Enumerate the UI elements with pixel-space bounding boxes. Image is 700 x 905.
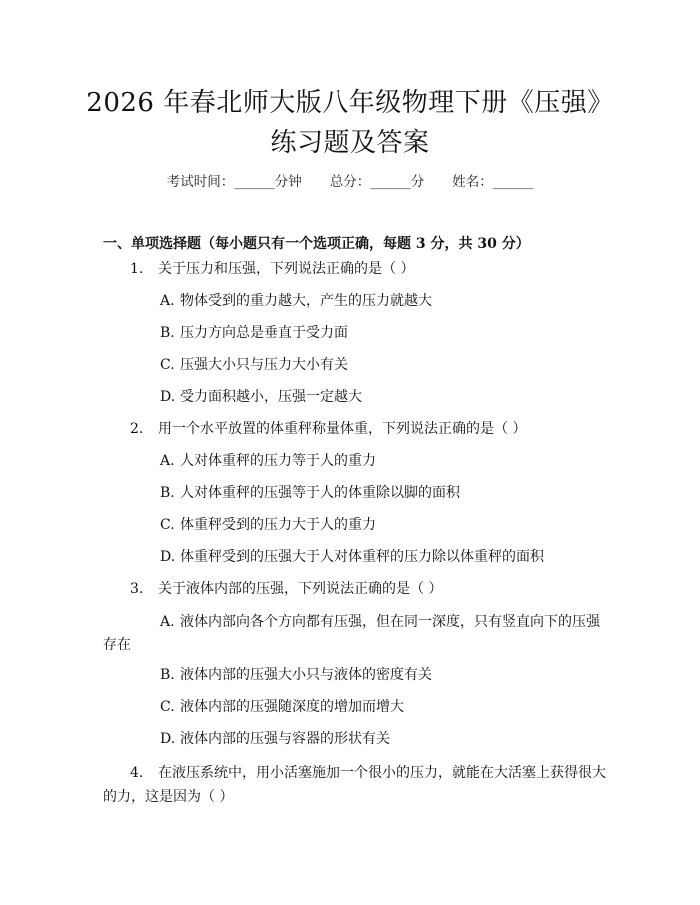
option-letter: A. bbox=[160, 293, 175, 309]
option-text-line-1: 液体内部向各个方向都有压强，但在同一深度，只有竖直向下的压强 bbox=[180, 614, 600, 630]
option-text: 受力面积越小，压强一定越大 bbox=[180, 389, 362, 405]
option-text: 液体内部的压强大小只与液体的密度有关 bbox=[180, 667, 432, 683]
option-2d bbox=[160, 546, 600, 568]
exam-meta bbox=[0, 170, 700, 190]
exam-name: 姓名：______ bbox=[452, 174, 534, 190]
doc-title-line-1: 2026 年春北师大版八年级物理下册《压强》 bbox=[86, 88, 614, 118]
option-3c bbox=[160, 696, 600, 718]
option-text: 体重秤受到的压强大于人对体重秤的压力除以体重秤的面积 bbox=[180, 549, 544, 565]
exam-score: 总分：______分 bbox=[329, 174, 425, 190]
option-1c bbox=[160, 354, 600, 376]
option-text: 物体受到的重力越大，产生的压力就越大 bbox=[180, 293, 432, 309]
question-text-line-1: 在液压系统中，用小活塞施加一个很小的压力，就能在大活塞上获得很大 bbox=[158, 765, 606, 781]
question-3 bbox=[130, 578, 600, 600]
question-4-continued: 的力，这是因为（ ） bbox=[103, 789, 234, 805]
option-1b bbox=[160, 322, 600, 344]
option-text: 压力方向总是垂直于受力面 bbox=[180, 325, 348, 341]
option-text: 人对体重秤的压强等于人的体重除以脚的面积 bbox=[180, 485, 460, 501]
question-text: 关于液体内部的压强，下列说法正确的是（ ） bbox=[158, 581, 443, 597]
question-number: 1. bbox=[130, 261, 144, 277]
question-1 bbox=[130, 258, 600, 280]
question-text: 用一个水平放置的体重秤称量体重，下列说法正确的是（ ） bbox=[158, 421, 527, 437]
option-letter: A. bbox=[160, 453, 175, 469]
option-3a-continued: 存在 bbox=[103, 637, 131, 653]
question-number: 4. bbox=[130, 765, 144, 781]
option-2c bbox=[160, 514, 600, 536]
option-letter: A. bbox=[160, 614, 175, 630]
exam-time: 考试时间：______分钟 bbox=[166, 174, 302, 190]
option-3d bbox=[160, 728, 600, 750]
option-2a bbox=[160, 450, 600, 472]
option-3a bbox=[160, 611, 600, 631]
option-text: 体重秤受到的压力大于人的重力 bbox=[180, 517, 376, 533]
section-1-heading: 一、单项选择题（每小题只有一个选项正确，每题 3 分，共 30 分） bbox=[103, 236, 530, 252]
option-1a bbox=[160, 290, 600, 312]
question-2 bbox=[130, 418, 600, 440]
option-1d bbox=[160, 386, 600, 408]
question-number: 2. bbox=[130, 421, 144, 437]
option-letter: B. bbox=[160, 485, 175, 501]
question-4 bbox=[130, 762, 610, 784]
option-letter: D. bbox=[160, 389, 176, 405]
option-letter: D. bbox=[160, 731, 176, 747]
option-letter: B. bbox=[160, 667, 175, 683]
option-text: 液体内部的压强与容器的形状有关 bbox=[180, 731, 390, 747]
option-letter: C. bbox=[160, 357, 175, 373]
doc-title-line-2: 练习题及答案 bbox=[270, 128, 430, 158]
option-text: 人对体重秤的压力等于人的重力 bbox=[180, 453, 376, 469]
option-3b bbox=[160, 664, 600, 686]
question-text: 关于压力和压强，下列说法正确的是（ ） bbox=[158, 261, 415, 277]
option-letter: B. bbox=[160, 325, 175, 341]
option-letter: D. bbox=[160, 549, 176, 565]
option-letter: C. bbox=[160, 517, 175, 533]
option-2b bbox=[160, 482, 600, 504]
option-text: 压强大小只与压力大小有关 bbox=[180, 357, 348, 373]
option-letter: C. bbox=[160, 699, 175, 715]
question-number: 3. bbox=[130, 581, 144, 597]
option-text: 液体内部的压强随深度的增加而增大 bbox=[180, 699, 404, 715]
